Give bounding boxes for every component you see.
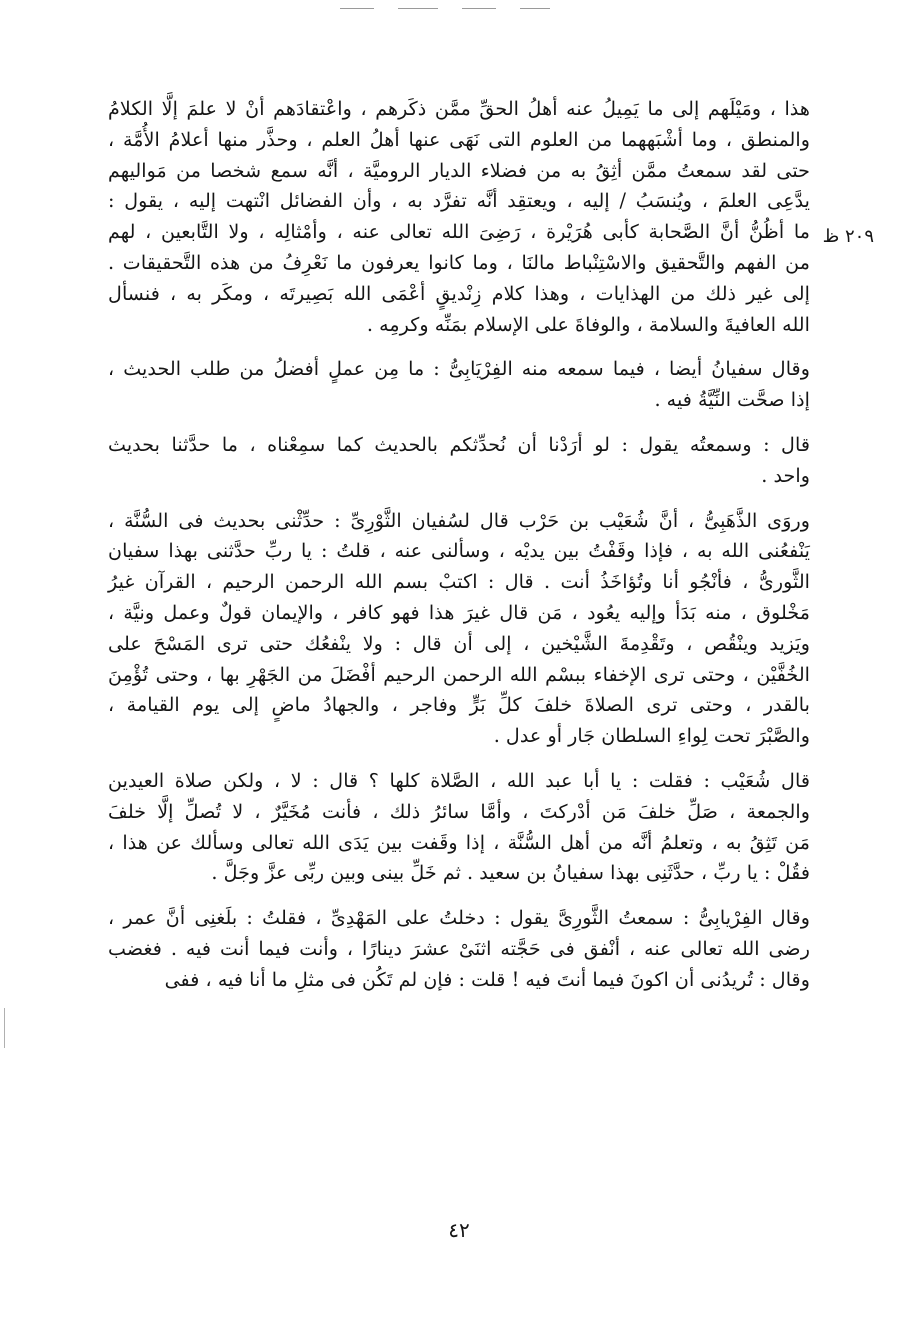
- text-line: ما أظُنُّ أنَّ الصَّحابة كأبى هُرَيْرة ، رَضِىَ الله تعالى عنه ، وأمْثالِه ، ولا التَّابعين ، لهم: [108, 220, 810, 244]
- text-line: يَنْفعُنى الله به ، فإذا وقَفْتُ بين يديْه ، وسألنى عنه ، قلتُ : يا ربِّ حدَّثنى بهذا سفيان: [108, 539, 810, 563]
- text-line: مَن تَثِقُ به ، وتعلمُ أنَّه من أهل السُّنَّة ، إذا وقَفت بين يَدَى الله تعالى وسألك عن هذا ،: [108, 830, 810, 854]
- text-line: واحد .: [761, 463, 810, 487]
- text-line: بالقدر ، وحتى ترى الصلاةَ خلفَ كلِّ بَرٍّ وفاجر ، والجهادُ ماضٍ إلى يوم القيامة ،: [108, 693, 810, 717]
- text-line: وروَى الذَّهَبِىُّ ، أنَّ شُعَيْب بن حَرْب قال لسُفيان الثَّوْرِىِّ : حدِّثْنى بحديث فى السُّنَّة ،: [108, 508, 810, 532]
- top-rule-4: [520, 8, 550, 9]
- page-number: ٤٢: [448, 1218, 470, 1242]
- text-line: والصَّبْرَ تحت لِواءِ السلطان جَار أو عدل .: [493, 724, 810, 748]
- paragraph: [108, 94, 810, 340]
- top-rule-2: [398, 8, 438, 9]
- paragraph: [108, 430, 810, 492]
- text-line: إذا صحَّت النِّيَّةُ فيه .: [654, 388, 810, 412]
- text-line: هذا ، ومَيْلَهم إلى ما يَمِيلُ عنه أهلُ الحقِّ ممَّن ذكَرهم ، واعْتقادَهم أنْ لا علمَ إلَّا الكلامُ: [108, 97, 810, 120]
- text-line: الثَّورىُّ ، فأنْجُو أنا وتُؤاخَذُ أنت . قال : اكتبْ بسم الله الرحمن الرحيم ، القرآن غيرُ: [108, 570, 810, 594]
- text-line: والمنطق ، وما أشْبَههما من العلوم التى نَهَى عنها أهلُ العلم ، وحذَّر منها أعلامُ الأُمَّة ،: [108, 127, 810, 151]
- text-line: والجمعة ، صَلِّ خلفَ مَن أدْركتَ ، وأمَّا سائرُ ذلك ، فأنت مُخَيَّرٌ ، لا تُصلِّ إلَّا خلفَ: [108, 799, 810, 823]
- text-line: الخُفَّيْن ، وحتى ترى الإخفاء ببسْم الله الرحمن الرحيم أفْضَلَ من الجَهْرِ بها ، وحتى تُؤْمِنَ: [108, 662, 810, 686]
- paragraph: [108, 354, 810, 416]
- paragraph: [108, 766, 810, 889]
- text-line: قال شُعَيْب : فقلت : يا أبا عبد الله ، الصَّلاة كلها ؟ قال : لا ، ولكن صلاة العيدين: [108, 768, 810, 792]
- text-line: حتى لقد سمعتُ ممَّن أثِقُ به من فضلاء الديار الروميَّة ، أنَّه سمع شخصا من مَواليهم: [108, 158, 810, 182]
- text-line: رضى الله تعالى عنه ، أنْفق فى حَجَّته اثنَىْ عشرَ دينارًا ، وأنت فيما أنت فيه . فغضب: [108, 936, 810, 960]
- binding-mark: [4, 1008, 5, 1048]
- paragraph: [108, 506, 810, 752]
- text-line: وقال الفِرْيابِىُّ : سمعتُ الثَّورِىَّ يقول : دخلتُ على المَهْدِىِّ ، فقلتُ : بلَغنِى أنَّ عمر ،: [108, 906, 810, 930]
- text-line: يدَّعِى العلمَ ، ويُنسَبُ / إليه ، ويعتقِد أنَّه تفرَّد به ، وأن الفضائل انْتهت إليه ، يقول :: [108, 189, 810, 213]
- text-line: ويَزيد وينْقُص ، وتَقْدِمةَ الشَّيْخين ، إلى أن قال : ولا ينْفعُك حتى ترى المَسْحَ على: [108, 631, 810, 655]
- text-line: مَخْلوق ، منه بَدَأ وإليه يعُود ، مَن قال غيرَ هذا فهو كافر ، والإيمان قولٌ وعمل ونيَّة ،: [108, 600, 810, 624]
- folio-margin-note: ٢٠٩ ظ: [822, 226, 874, 247]
- text-line: من الفهم والتَّحقيق والاسْتِنْباط مالنَا ، وما كانوا يعرفون ما نَعْرِفُ من هذه التَّحقيقات .: [108, 250, 810, 274]
- paragraph: [108, 903, 810, 995]
- text-line: وقال سفيانُ أيضا ، فيما سمعه منه الفِرْيَابِىُّ : ما مِن عملٍ أفضلُ من طلب الحديث ،: [108, 357, 810, 381]
- page-body: [108, 94, 810, 1010]
- text-line: قال : وسمعتُه يقول : لو أرَدْنا أن نُحدِّثكم بالحديث كما سمِعْناه ، ما حدَّثنا بحديث: [108, 432, 810, 456]
- text-line: وقال : تُريدُنى أن اكونَ فيما أنتَ فيه ! قلت : فإن لم تَكُن فى مثلِ ما أنا فيه ، ففى: [164, 967, 810, 991]
- text-line: فقُلْ : يا ربِّ ، حدَّثَنِى بهذا سفيانُ بن سعيد . ثم خَلِّ بينى وبين ربِّى عزَّ وجَلَّ .: [211, 861, 810, 885]
- text-line: الله العافيةَ والسلامة ، والوفاةَ على الإسلام بمَنِّه وكرمِه .: [366, 312, 810, 336]
- top-rule-1: [340, 8, 374, 9]
- top-rule-3: [462, 8, 496, 9]
- text-line: إلى غير ذلك من الهذايات ، وهذا كلام زِنْديقٍ أعْمَى الله بَصِيرتَه ، ومكَر به ، فنسأل: [108, 281, 810, 305]
